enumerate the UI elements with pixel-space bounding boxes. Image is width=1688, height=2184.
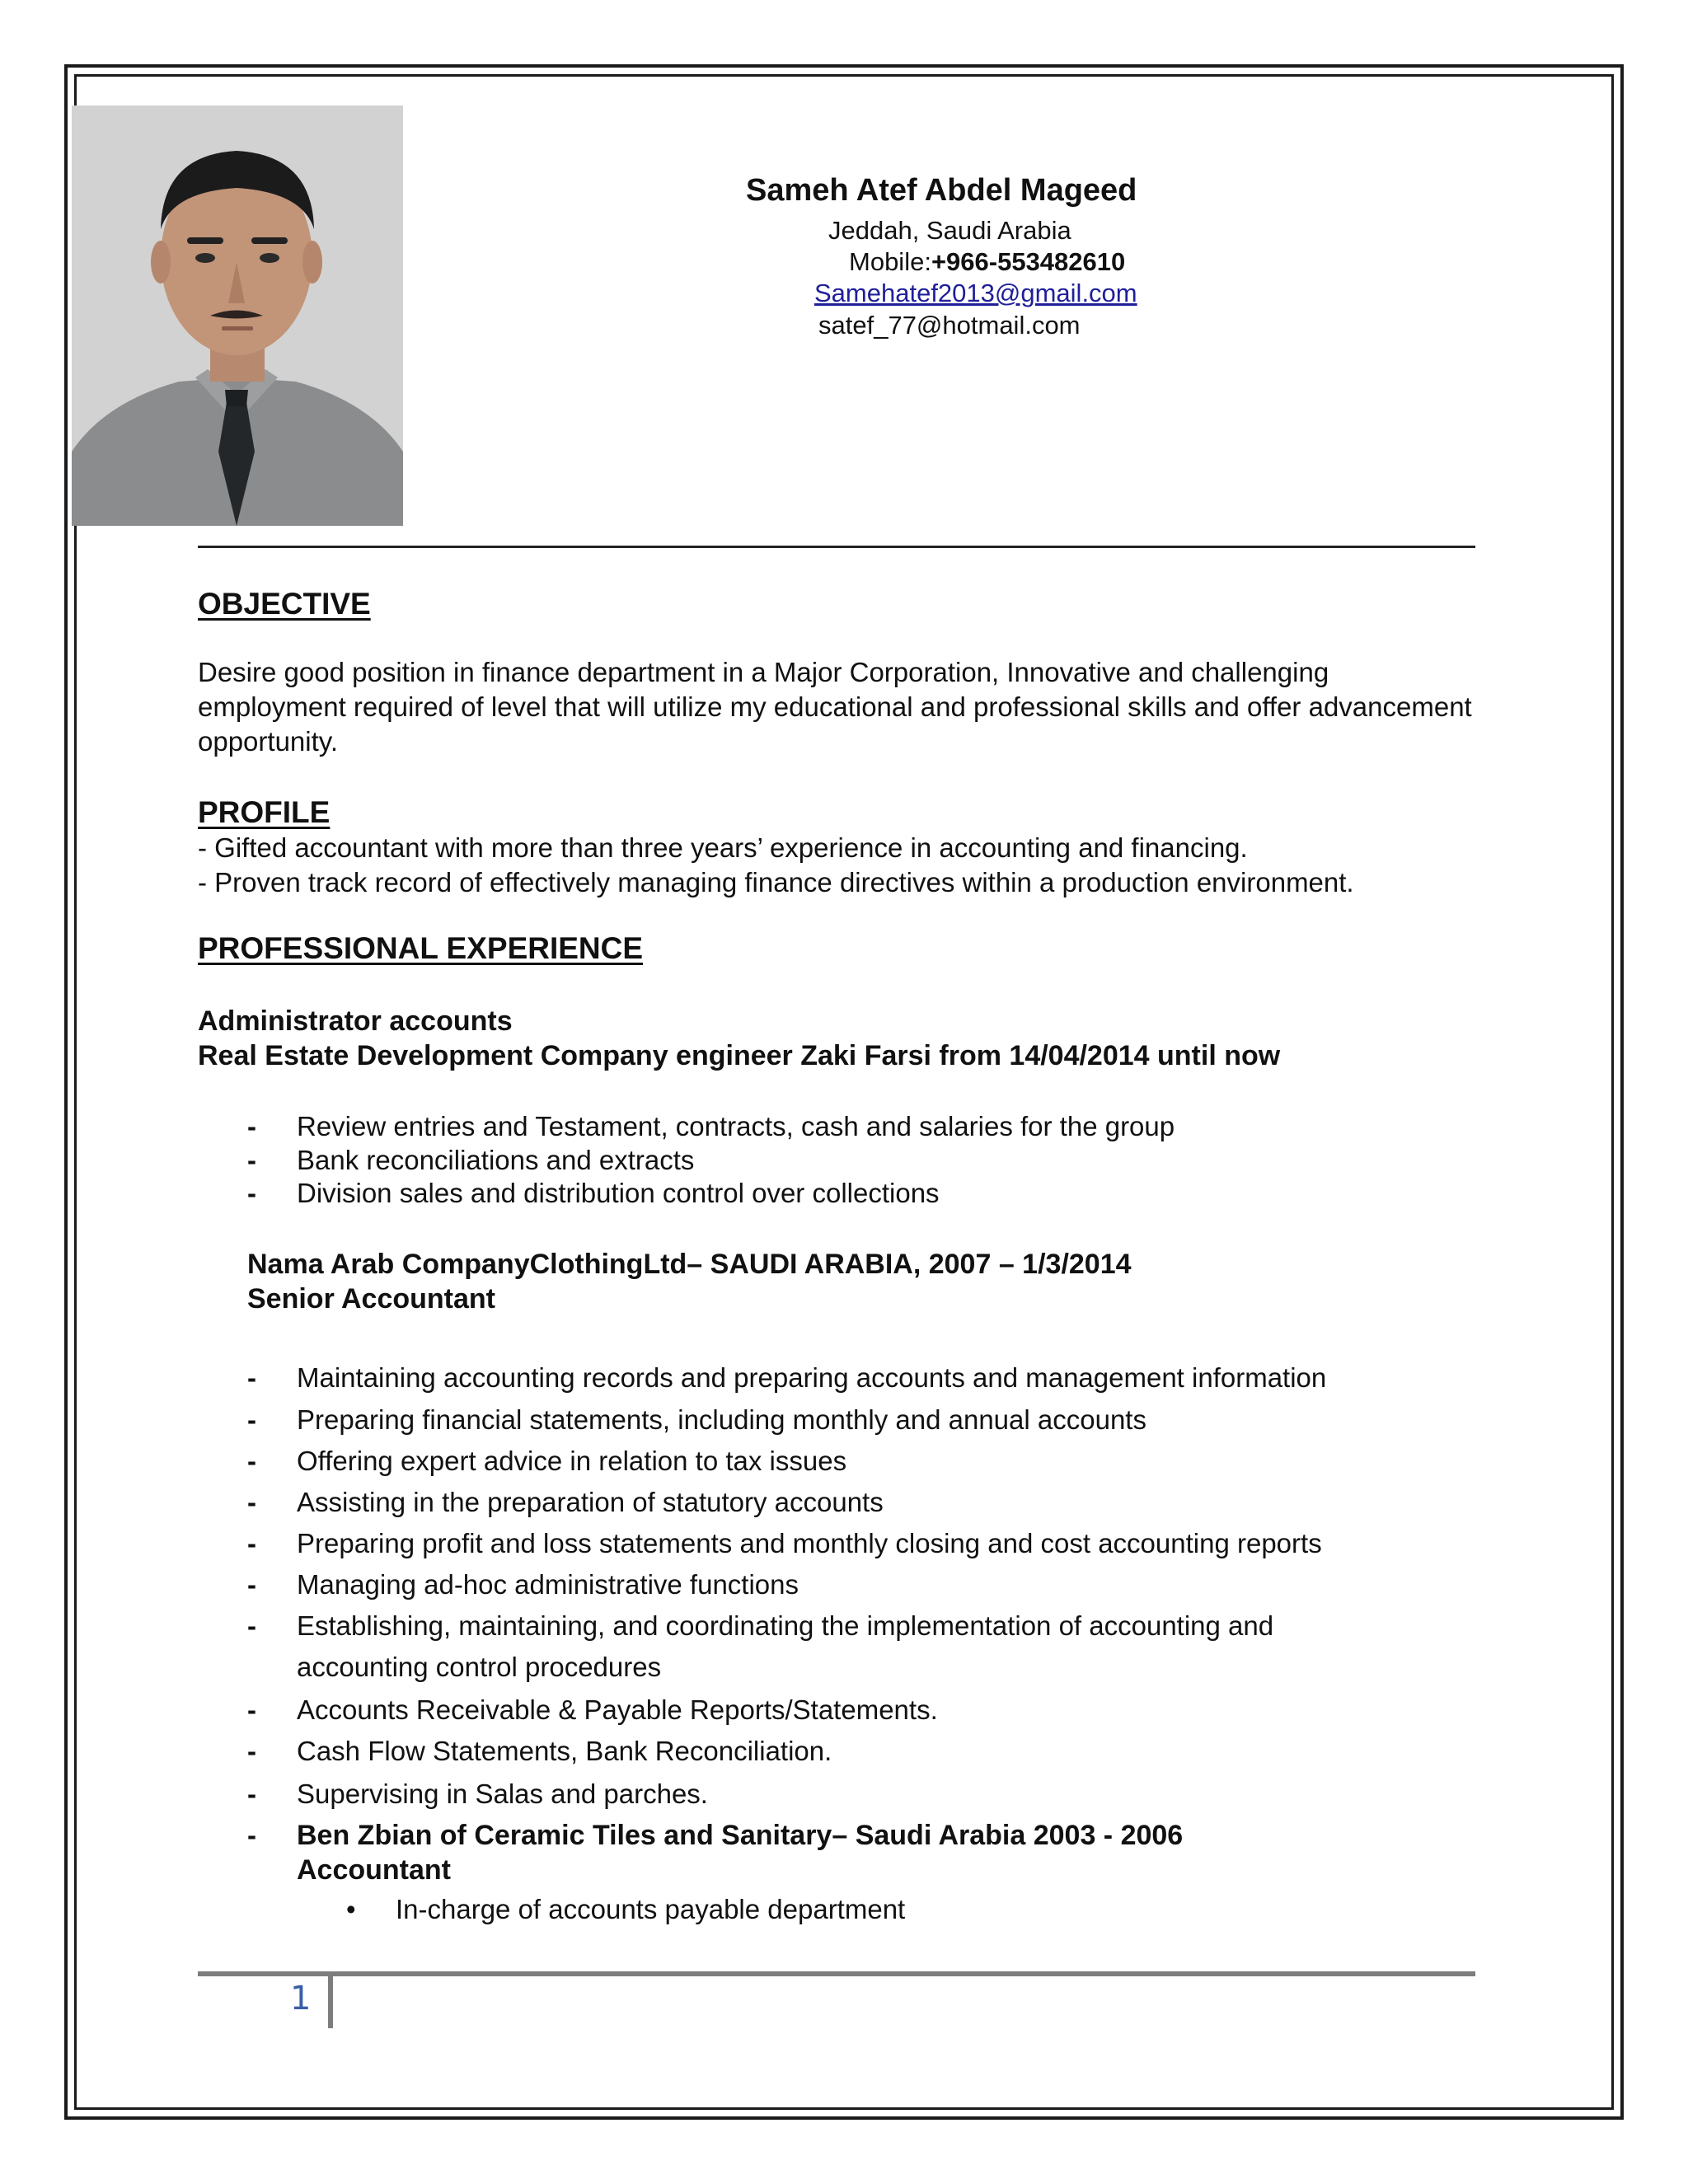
list-item-text: Accounts Receivable & Payable Reports/Statements.	[297, 1694, 938, 1725]
list-item-text: Establishing, maintaining, and coordinating the implementation of accounting and	[297, 1610, 1274, 1641]
bullet-dot: •	[346, 1894, 356, 1924]
profile-heading: PROFILE	[198, 795, 331, 829]
page-number-bar	[328, 1974, 333, 2028]
bullet-dash: -	[247, 1569, 256, 1600]
bullet-dash: -	[247, 1528, 256, 1558]
mobile-number: +966-553482610	[931, 247, 1126, 276]
objective-heading: OBJECTIVE	[198, 587, 371, 621]
job-company: Real Estate Development Company engineer Zaki Farsi from 14/04/2014 until now	[198, 1040, 1281, 1071]
list-item-text: Assisting in the preparation of statutory accounts	[297, 1487, 884, 1517]
list-item-text: Review entries and Testament, contracts, cash and salaries for the group	[297, 1111, 1175, 1141]
profile-line: - Proven track record of effectively managing finance directives within a production environment.	[198, 867, 1354, 898]
bullet-dash: -	[247, 1362, 256, 1393]
mobile-label: Mobile:	[849, 247, 931, 276]
job-title: Administrator accounts	[198, 1005, 513, 1037]
profile-line: - Gifted accountant with more than three years’ experience in accounting and financing.	[198, 832, 1248, 863]
candidate-name: Sameh Atef Abdel Mageed	[746, 173, 1137, 208]
email-secondary: satef_77@hotmail.com	[818, 311, 1081, 340]
list-item-text: Offering expert advice in relation to tax issues	[297, 1446, 847, 1476]
bullet-dash: -	[247, 1178, 256, 1208]
bullet-dash: -	[247, 1145, 256, 1175]
page-number: 1	[290, 1980, 312, 2018]
bullet-dash: -	[247, 1446, 256, 1476]
job-company: Nama Arab CompanyClothingLtd– SAUDI ARABIA, 2007 – 1/3/2014	[247, 1249, 1132, 1280]
footer-divider	[198, 1971, 1475, 1976]
list-item-text: Preparing financial statements, including monthly and annual accounts	[297, 1404, 1146, 1435]
list-item-text: Bank reconciliations and extracts	[297, 1145, 695, 1175]
experience-heading: PROFESSIONAL EXPERIENCE	[198, 931, 644, 965]
portrait-illustration	[72, 105, 403, 526]
job-company: Ben Zbian of Ceramic Tiles and Sanitary– Saudi Arabia 2003 - 2006	[297, 1820, 1184, 1851]
portrait-photo	[72, 105, 403, 526]
bullet-dash: -	[247, 1820, 256, 1850]
list-item-text: Maintaining accounting records and preparing accounts and management information	[297, 1362, 1327, 1393]
bullet-dash: -	[247, 1111, 256, 1141]
bullet-dash: -	[247, 1694, 256, 1725]
candidate-mobile	[849, 247, 1125, 277]
list-item-text: Division sales and distribution control over collections	[297, 1178, 940, 1208]
list-item-text: Managing ad-hoc administrative functions	[297, 1569, 799, 1600]
candidate-location: Jeddah, Saudi Arabia	[828, 216, 1071, 245]
bullet-dash: -	[247, 1779, 256, 1809]
email-link-primary[interactable]: Samehatef2013@gmail.com	[814, 279, 1137, 307]
list-item-text: accounting control procedures	[297, 1652, 662, 1682]
list-item-text: Supervising in Salas and parches.	[297, 1779, 708, 1809]
list-item-text: Preparing profit and loss statements and monthly closing and cost accounting reports	[297, 1528, 1322, 1558]
header-divider	[198, 546, 1475, 548]
list-item-text: Cash Flow Statements, Bank Reconciliation.	[297, 1736, 832, 1766]
bullet-dash: -	[247, 1610, 256, 1641]
job-title: Senior Accountant	[247, 1283, 495, 1315]
objective-text: Desire good position in finance department in a Major Corporation, Innovative and challenging employment required of level that will utilize my educational and professional skills and offer advancement opportunity.	[198, 657, 1472, 757]
list-item-text: In-charge of accounts payable department	[396, 1894, 906, 1924]
bullet-dash: -	[247, 1487, 256, 1517]
bullet-dash: -	[247, 1736, 256, 1766]
bullet-dash: -	[247, 1404, 256, 1435]
job-title: Accountant	[297, 1854, 451, 1886]
